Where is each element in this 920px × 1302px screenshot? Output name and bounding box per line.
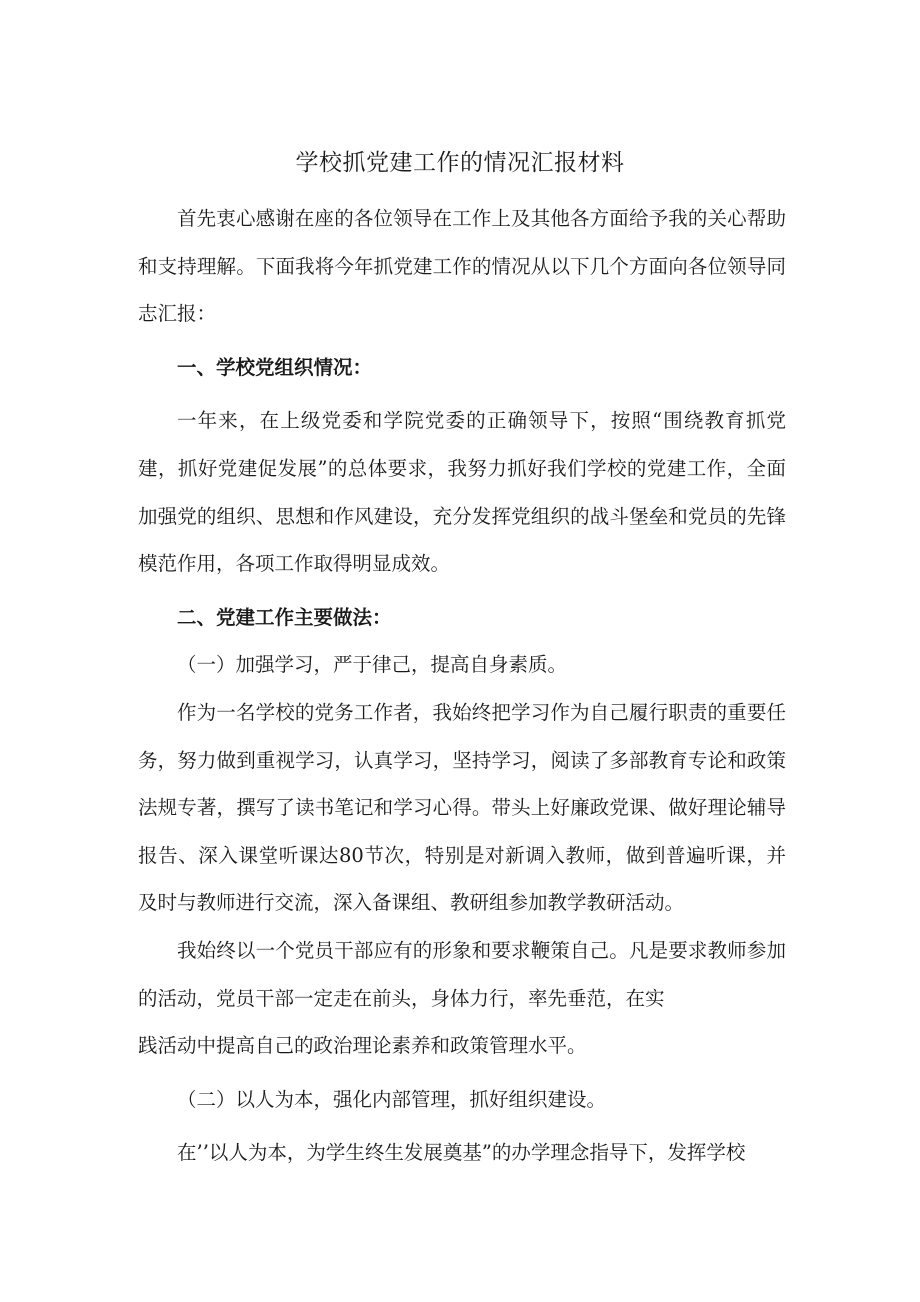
subheading-1: （一）加强学习，严于律己，提高自身素质。 xyxy=(177,653,568,677)
section-heading-2: 二、党建工作主要做法： xyxy=(177,605,392,629)
paragraph-self-discipline: 我始终以一个党员干部应有的形象和要求鞭策自己。凡是要求教师参加的活动，党员干部一定走在前头，身体力行，率先垂范，在实 xyxy=(138,938,786,1010)
paragraph-section-1: 一年来，在上级党委和学院党委的正确领导下，按照“围绕教育抓党建，抓好党建促发展”的总体要求，我努力抓好我们学校的党建工作，全面加强党的组织、思想和作风建设，充分发挥党组织的战斗堡垒和党员的先锋模范作用，各项工作取得明显成效。 xyxy=(138,409,786,576)
paragraph-study: 作为一名学校的党务工作者，我始终把学习作为自己履行职责的重要任务，努力做到重视学习，认真学习，坚持学习，阅读了多部教育专论和政策法规专著，撰写了读书笔记和学习心得。带头上好廉政党课、做好理论辅导报告、深入课堂听课达80节次，特别是对新调入教师，做到普遍听课，并及时与教师进行交流，深入备课组、教研组参加教学教研活动。 xyxy=(138,700,786,915)
subheading-2: （二）以人为本，强化内部管理，抓好组织建设。 xyxy=(177,1087,607,1111)
document-body xyxy=(138,195,786,1177)
section-heading-1: 一、学校党组织情况： xyxy=(177,355,373,379)
paragraph-intro: 首先衷心感谢在座的各位领导在工作上及其他各方面给予我的关心帮助和支持理解。下面我将今年抓党建工作的情况从以下几个方面向各位领导同志汇报： xyxy=(138,207,786,326)
paragraph-philosophy: 在’’以人为本，为学生终生发展奠基”的办学理念指导下，发挥学校 xyxy=(177,1141,746,1165)
document-title: 学校抓党建工作的情况汇报材料 xyxy=(295,150,625,176)
paragraph-continuation: 践活动中提高自己的政治理论素养和政策管理水平。 xyxy=(138,1034,587,1058)
